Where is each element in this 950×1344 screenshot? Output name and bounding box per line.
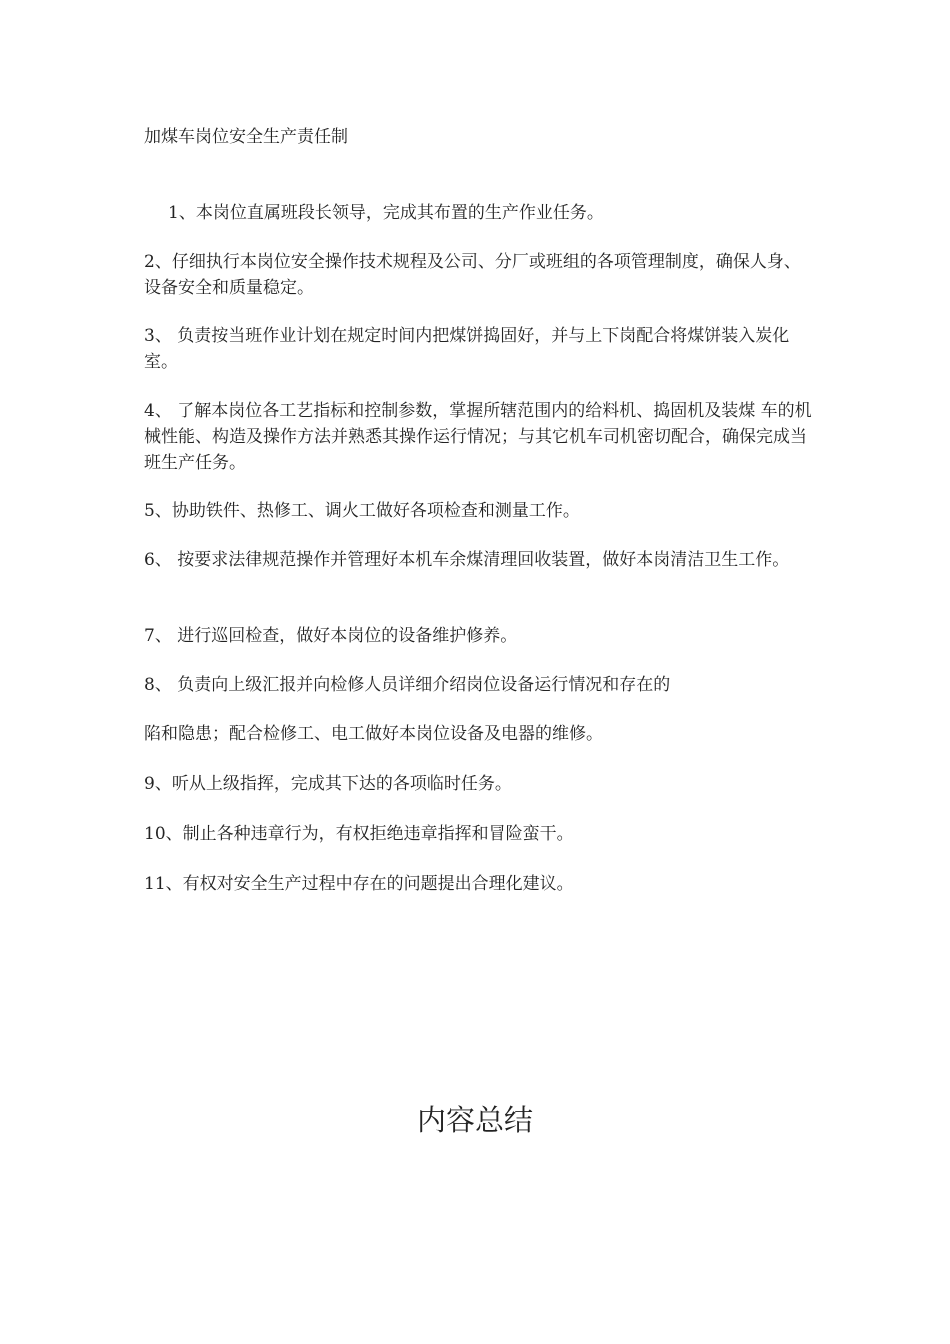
list-item: 4、 了解本岗位各工艺指标和控制参数，掌握所辖范围内的给料机、捣固机及装煤 车的机械性能、构造及操作方法并熟悉其操作运行情况；与其它机车司机密切配合，确保完成当班生产任务。 (144, 401, 812, 473)
document-title: 加煤车岗位安全生产责任制 (144, 127, 348, 147)
list-item: 6、 按要求法律规范操作并管理好本机车余煤清理回收装置，做好本岗清洁卫生工作。 (144, 550, 790, 570)
list-item: 11、有权对安全生产过程中存在的问题提出合理化建议。 (144, 874, 574, 894)
list-item: 3、 负责按当班作业计划在规定时间内把煤饼捣固好，并与上下岗配合将煤饼装入炭化室。 (144, 326, 790, 372)
list-item: 5、协助铁件、热修工、调火工做好各项检查和测量工作。 (144, 501, 580, 521)
list-item: 1、本岗位直属班段长领导，完成其布置的生产作业任务。 (168, 203, 604, 223)
list-item: 陷和隐患；配合检修工、电工做好本岗位设备及电器的维修。 (144, 724, 603, 744)
list-item: 8、 负责向上级汇报并向检修人员详细介绍岗位设备运行情况和存在的 (144, 675, 671, 695)
list-item: 2、仔细执行本岗位安全操作技术规程及公司、分厂或班组的各项管理制度，确保人身、设备安全和质量稳定。 (144, 252, 801, 298)
summary-heading: 内容总结 (416, 1103, 533, 1137)
list-item: 9、听从上级指挥，完成其下达的各项临时任务。 (144, 774, 512, 794)
list-item: 7、 进行巡回检查，做好本岗位的设备维护修养。 (144, 626, 518, 646)
list-item: 10、制止各种违章行为，有权拒绝违章指挥和冒险蛮干。 (144, 824, 574, 844)
